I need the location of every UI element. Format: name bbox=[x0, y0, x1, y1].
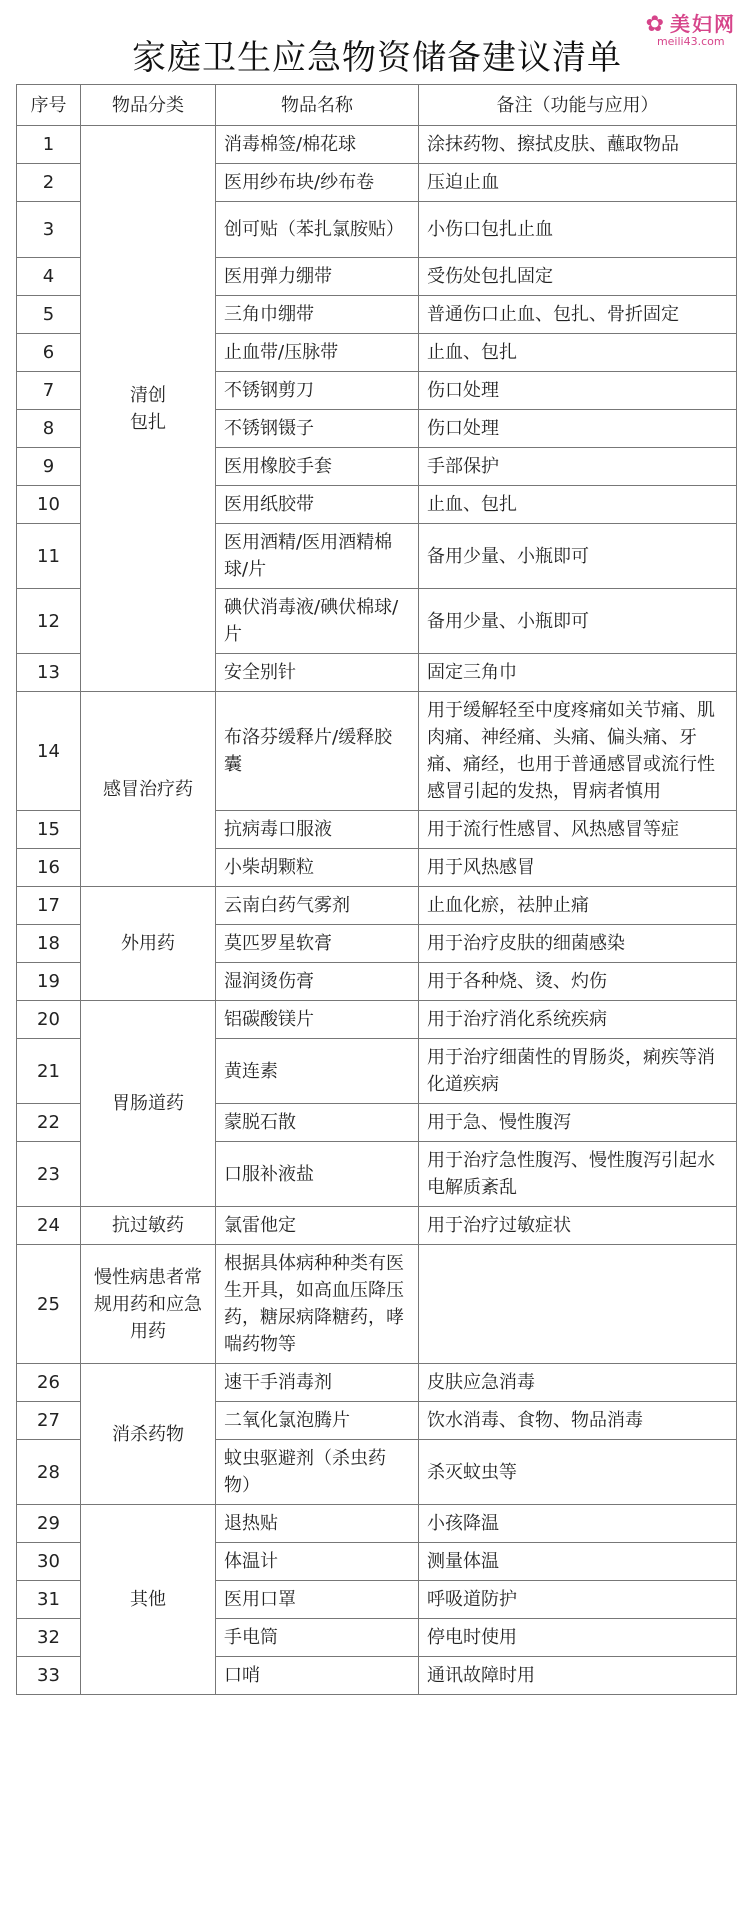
note-cell bbox=[419, 1245, 737, 1364]
header-number: 序号 bbox=[17, 85, 81, 126]
item-name-cell: 医用弹力绷带 bbox=[216, 258, 419, 296]
row-number: 4 bbox=[17, 258, 81, 296]
item-name-cell: 蒙脱石散 bbox=[216, 1104, 419, 1142]
note-cell: 止血、包扎 bbox=[419, 486, 737, 524]
row-number: 31 bbox=[17, 1581, 81, 1619]
table-row bbox=[17, 692, 737, 811]
note-cell: 用于各种烧、烫、灼伤 bbox=[419, 963, 737, 1001]
row-number: 33 bbox=[17, 1657, 81, 1695]
row-number: 24 bbox=[17, 1207, 81, 1245]
table-row bbox=[17, 1207, 737, 1245]
row-number: 17 bbox=[17, 887, 81, 925]
category-cell: 慢性病患者常规用药和应急用药 bbox=[81, 1245, 216, 1364]
category-cell: 外用药 bbox=[81, 887, 216, 1001]
note-cell: 用于流行性感冒、风热感冒等症 bbox=[419, 811, 737, 849]
note-cell: 呼吸道防护 bbox=[419, 1581, 737, 1619]
table-header-row bbox=[17, 85, 737, 126]
category-cell: 消杀药物 bbox=[81, 1364, 216, 1505]
table-row bbox=[17, 1505, 737, 1543]
item-name-cell: 医用橡胶手套 bbox=[216, 448, 419, 486]
item-name-cell: 小柴胡颗粒 bbox=[216, 849, 419, 887]
row-number: 25 bbox=[17, 1245, 81, 1364]
table-row bbox=[17, 126, 737, 164]
item-name-cell: 口哨 bbox=[216, 1657, 419, 1695]
item-name-cell: 二氧化氯泡腾片 bbox=[216, 1402, 419, 1440]
item-name-cell: 不锈钢剪刀 bbox=[216, 372, 419, 410]
note-cell: 通讯故障时用 bbox=[419, 1657, 737, 1695]
table-row bbox=[17, 1245, 737, 1364]
item-name-cell: 布洛芬缓释片/缓释胶囊 bbox=[216, 692, 419, 811]
row-number: 23 bbox=[17, 1142, 81, 1207]
row-number: 22 bbox=[17, 1104, 81, 1142]
header-item-name: 物品名称 bbox=[216, 85, 419, 126]
note-cell: 止血化瘀，祛肿止痛 bbox=[419, 887, 737, 925]
item-name-cell: 云南白药气雾剂 bbox=[216, 887, 419, 925]
item-name-cell: 氯雷他定 bbox=[216, 1207, 419, 1245]
note-cell: 伤口处理 bbox=[419, 372, 737, 410]
note-cell: 用于治疗皮肤的细菌感染 bbox=[419, 925, 737, 963]
note-cell: 小伤口包扎止血 bbox=[419, 202, 737, 258]
category-cell: 清创 包扎 bbox=[81, 126, 216, 692]
header-note: 备注（功能与应用） bbox=[419, 85, 737, 126]
row-number: 3 bbox=[17, 202, 81, 258]
category-cell: 抗过敏药 bbox=[81, 1207, 216, 1245]
category-cell: 感冒治疗药 bbox=[81, 692, 216, 887]
row-number: 2 bbox=[17, 164, 81, 202]
note-cell: 伤口处理 bbox=[419, 410, 737, 448]
item-name-cell: 碘伏消毒液/碘伏棉球/片 bbox=[216, 589, 419, 654]
category-cell: 胃肠道药 bbox=[81, 1001, 216, 1207]
note-cell: 用于急、慢性腹泻 bbox=[419, 1104, 737, 1142]
row-number: 15 bbox=[17, 811, 81, 849]
row-number: 12 bbox=[17, 589, 81, 654]
note-cell: 手部保护 bbox=[419, 448, 737, 486]
row-number: 1 bbox=[17, 126, 81, 164]
item-name-cell: 铝碳酸镁片 bbox=[216, 1001, 419, 1039]
note-cell: 小孩降温 bbox=[419, 1505, 737, 1543]
row-number: 18 bbox=[17, 925, 81, 963]
item-name-cell: 手电筒 bbox=[216, 1619, 419, 1657]
category-cell: 其他 bbox=[81, 1505, 216, 1695]
item-name-cell: 医用酒精/医用酒精棉球/片 bbox=[216, 524, 419, 589]
row-number: 13 bbox=[17, 654, 81, 692]
row-number: 16 bbox=[17, 849, 81, 887]
item-name-cell: 黄连素 bbox=[216, 1039, 419, 1104]
row-number: 29 bbox=[17, 1505, 81, 1543]
supply-table bbox=[16, 84, 737, 1695]
note-cell: 用于治疗急性腹泻、慢性腹泻引起水电解质紊乱 bbox=[419, 1142, 737, 1207]
row-number: 9 bbox=[17, 448, 81, 486]
table-row bbox=[17, 1364, 737, 1402]
item-name-cell: 安全别针 bbox=[216, 654, 419, 692]
row-number: 8 bbox=[17, 410, 81, 448]
note-cell: 用于风热感冒 bbox=[419, 849, 737, 887]
row-number: 6 bbox=[17, 334, 81, 372]
page-title: 家庭卫生应急物资储备建议清单 bbox=[132, 38, 622, 78]
row-number: 5 bbox=[17, 296, 81, 334]
item-name-cell: 医用口罩 bbox=[216, 1581, 419, 1619]
item-name-cell: 口服补液盐 bbox=[216, 1142, 419, 1207]
item-name-cell: 消毒棉签/棉花球 bbox=[216, 126, 419, 164]
table-row bbox=[17, 1001, 737, 1039]
row-number: 28 bbox=[17, 1440, 81, 1505]
item-name-cell: 不锈钢镊子 bbox=[216, 410, 419, 448]
item-name-cell: 抗病毒口服液 bbox=[216, 811, 419, 849]
item-name-cell: 根据具体病种种类有医生开具，如高血压降压药，糖尿病降糖药，哮喘药物等 bbox=[216, 1245, 419, 1364]
row-number: 14 bbox=[17, 692, 81, 811]
note-cell: 皮肤应急消毒 bbox=[419, 1364, 737, 1402]
watermark-logo-text: 美妇网 bbox=[670, 12, 736, 36]
row-number: 19 bbox=[17, 963, 81, 1001]
note-cell: 用于治疗过敏症状 bbox=[419, 1207, 737, 1245]
note-cell: 止血、包扎 bbox=[419, 334, 737, 372]
item-name-cell: 止血带/压脉带 bbox=[216, 334, 419, 372]
note-cell: 备用少量、小瓶即可 bbox=[419, 589, 737, 654]
table-row bbox=[17, 887, 737, 925]
row-number: 10 bbox=[17, 486, 81, 524]
item-name-cell: 医用纸胶带 bbox=[216, 486, 419, 524]
item-name-cell: 湿润烫伤膏 bbox=[216, 963, 419, 1001]
note-cell: 饮水消毒、食物、物品消毒 bbox=[419, 1402, 737, 1440]
item-name-cell: 三角巾绷带 bbox=[216, 296, 419, 334]
note-cell: 用于缓解轻至中度疼痛如关节痛、肌肉痛、神经痛、头痛、偏头痛、牙痛、痛经，也用于普通感冒或流行性感冒引起的发热，胃病者慎用 bbox=[419, 692, 737, 811]
table-body bbox=[17, 126, 737, 1695]
row-number: 21 bbox=[17, 1039, 81, 1104]
note-cell: 受伤处包扎固定 bbox=[419, 258, 737, 296]
row-number: 27 bbox=[17, 1402, 81, 1440]
row-number: 7 bbox=[17, 372, 81, 410]
note-cell: 涂抹药物、擦拭皮肤、蘸取物品 bbox=[419, 126, 737, 164]
row-number: 26 bbox=[17, 1364, 81, 1402]
row-number: 30 bbox=[17, 1543, 81, 1581]
watermark-url: meili43.com bbox=[656, 35, 725, 48]
note-cell: 固定三角巾 bbox=[419, 654, 737, 692]
item-name-cell: 速干手消毒剂 bbox=[216, 1364, 419, 1402]
flower-icon: ✿ bbox=[645, 12, 666, 37]
item-name-cell: 医用纱布块/纱布卷 bbox=[216, 164, 419, 202]
note-cell: 压迫止血 bbox=[419, 164, 737, 202]
item-name-cell: 创可贴（苯扎氯胺贴） bbox=[216, 202, 419, 258]
note-cell: 普通伤口止血、包扎、骨折固定 bbox=[419, 296, 737, 334]
item-name-cell: 蚊虫驱避剂（杀虫药物） bbox=[216, 1440, 419, 1505]
row-number: 32 bbox=[17, 1619, 81, 1657]
header-category: 物品分类 bbox=[81, 85, 216, 126]
note-cell: 用于治疗消化系统疾病 bbox=[419, 1001, 737, 1039]
note-cell: 测量体温 bbox=[419, 1543, 737, 1581]
note-cell: 停电时使用 bbox=[419, 1619, 737, 1657]
row-number: 20 bbox=[17, 1001, 81, 1039]
note-cell: 用于治疗细菌性的胃肠炎，痢疾等消化道疾病 bbox=[419, 1039, 737, 1104]
item-name-cell: 退热贴 bbox=[216, 1505, 419, 1543]
item-name-cell: 莫匹罗星软膏 bbox=[216, 925, 419, 963]
note-cell: 备用少量、小瓶即可 bbox=[419, 524, 737, 589]
item-name-cell: 体温计 bbox=[216, 1543, 419, 1581]
row-number: 11 bbox=[17, 524, 81, 589]
note-cell: 杀灭蚊虫等 bbox=[419, 1440, 737, 1505]
